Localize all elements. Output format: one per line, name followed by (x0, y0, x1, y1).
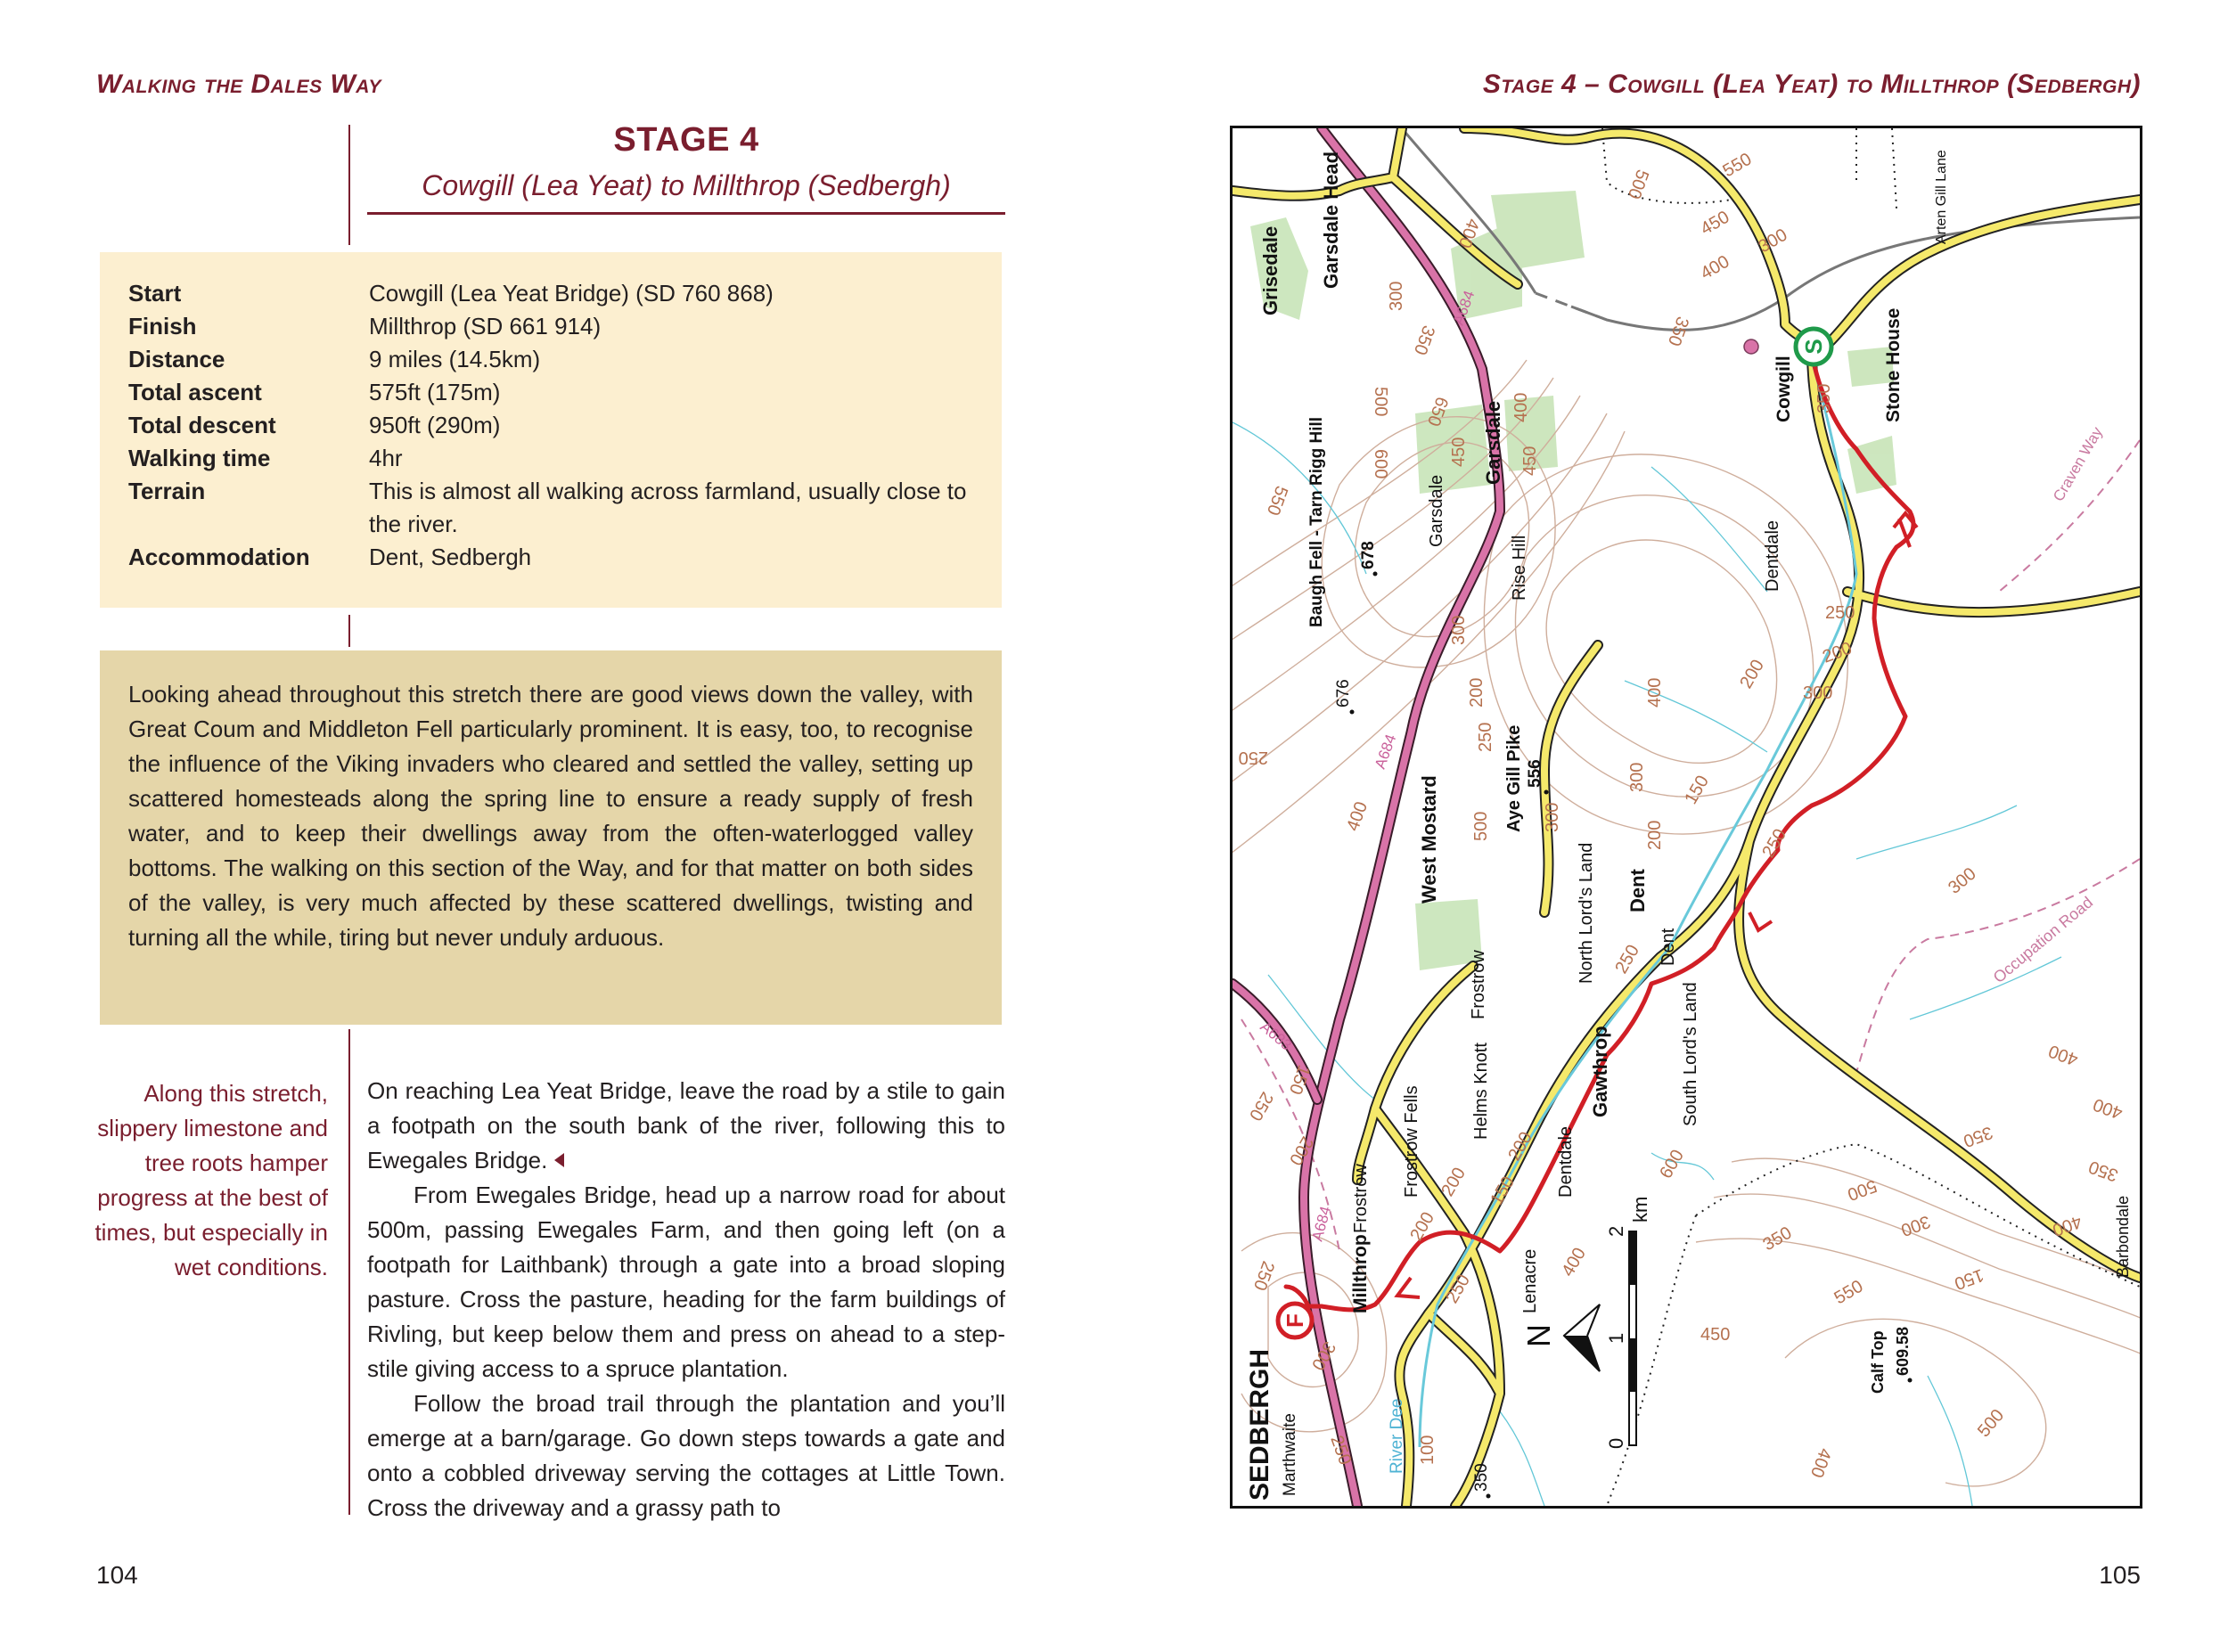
route-map-svg (1233, 128, 2140, 1506)
contour-label: 250 (1244, 1088, 1277, 1125)
contour-label: 300 (1803, 683, 1833, 703)
contour-label: 200 (1284, 1133, 1317, 1169)
spot-height-dot (1908, 1378, 1913, 1383)
contour-label: 350 (1663, 314, 1692, 349)
info-row-terrain (128, 475, 984, 541)
label-dent-village: Dent (1659, 928, 1678, 966)
label-a683: A683 (1257, 1018, 1296, 1054)
contour-label: 250 (1442, 1271, 1475, 1307)
info-value: Dent, Sedbergh (369, 544, 532, 570)
contour-label: 350 (1814, 383, 1834, 413)
info-row-walking-time (128, 442, 984, 475)
body-paragraph: Follow the broad trail through the plantation and you’ll emerge at a barn/garage. Go down steps towards a gate and onto a cobbled driveway serving the cottages at Little Town. Cross the driveway and a grassy path to (367, 1390, 1005, 1521)
title-underline (367, 212, 1005, 215)
label-craven-way: Craven Way (2050, 424, 2106, 504)
contour-label: 400 (1454, 216, 1483, 251)
label-occupation-road: Occupation Road (1989, 893, 2097, 987)
intro-paragraph: Looking ahead throughout this stretch there are good views down the valley, with Great Coum and Middleton Fell particularly prominent. It is easy, too, to recognise the influence of the Viking invaders who cleared and settled the valley, setting up scattered homesteads along the spring line to ensure a ready supply of fresh water, and to keep their dwellings away from the often-waterlogged valley bottoms. The walking on this section of the Way, and for that matter on both sides of the valley, is very much affected by these scattered dwellings, twisting and turning all the while, tiring but never unduly arduous. (128, 681, 973, 951)
vertical-rule-bottom (348, 1029, 350, 1515)
spot-height-556: 556 (1526, 759, 1544, 788)
contour-label: 250 (1249, 1258, 1278, 1294)
contour-label: 300 (1755, 225, 1791, 258)
info-label: Total descent (128, 412, 276, 438)
label-grisedale: Grisedale (1259, 225, 1282, 315)
info-label: Walking time (128, 445, 271, 471)
info-value: Cowgill (Lea Yeat Bridge) (SD 760 868) (369, 280, 774, 307)
stage-info-table (128, 277, 984, 574)
running-head-right: Stage 4 – Cowgill (Lea Yeat) to Millthrop (Sedbergh) (1482, 70, 2141, 99)
contour-label: 200 (1467, 677, 1487, 707)
contour-label: 500 (1471, 811, 1491, 841)
route-description (367, 1074, 1005, 1525)
label-arten-gill-lane: Arten Gill Lane (1934, 150, 1949, 244)
contour-label: 250 (1238, 748, 1268, 767)
contour-label: 300 (1945, 863, 1980, 898)
label-west-mostard: West Mostard (1418, 775, 1440, 904)
label-dentdale-east: Dentdale (1763, 519, 1782, 592)
stream (1233, 422, 1366, 574)
contour-label: 200 (1406, 1208, 1439, 1245)
start-marker (1796, 329, 1831, 364)
spot-height-dot (1544, 790, 1549, 795)
label-dent: Dent (1626, 869, 1649, 912)
north-arrow (1520, 1304, 1600, 1371)
contour-label: 200 (1645, 820, 1665, 850)
spot-height-678: 678 (1359, 541, 1378, 569)
body-paragraph: From Ewegales Bridge, head up a narrow road for about 500m, passing Ewegales Farm, and then going left (on a footpath for Laithbank) through a gate into a broad sloping pasture. Cross the pasture, heading for the farm buildings of Rivling, but keep below them and press on ahead to a step-stile giving access to a spruce plantation. (367, 1182, 1005, 1382)
intro-box (100, 650, 1002, 1025)
info-value: 4hr (369, 445, 403, 471)
vertical-rule-middle (348, 615, 350, 647)
info-label: Total ascent (128, 379, 262, 405)
scale-unit: km (1629, 1196, 1651, 1223)
scale-bar-segment (1629, 1338, 1636, 1392)
body-paragraph (367, 1074, 1005, 1178)
scale-tick-0: 0 (1605, 1437, 1627, 1449)
place-labels (1245, 150, 2132, 1501)
scale-tick-2: 2 (1605, 1225, 1627, 1237)
station-icon (1744, 339, 1758, 354)
contour-label: 200 (1820, 638, 1855, 667)
route-direction-arrow-icon (1397, 1278, 1420, 1297)
page-number-left: 104 (96, 1561, 138, 1589)
label-north-lords-land: North Lord's Land (1577, 842, 1596, 984)
contour-label: 250 (1611, 941, 1644, 977)
contour-label: 400 (1697, 251, 1733, 284)
contour-label: 350 (1759, 1223, 1796, 1255)
label-garsdale-village: Garsdale (1427, 474, 1446, 547)
label-lenacre: Lenacre (1520, 1248, 1540, 1313)
label-cowgill: Cowgill (1773, 356, 1794, 422)
contour-label: 250 (1825, 603, 1855, 623)
contour-label: 150 (1487, 1173, 1519, 1209)
spot-height-609-58: 609.58 (1894, 1326, 1912, 1376)
contour-label: 200 (1438, 1164, 1470, 1200)
contour-line (1546, 540, 1776, 763)
contour-label: 300 (1627, 762, 1647, 792)
label-a684-north: A684 (1449, 288, 1479, 328)
spot-height-dot (1487, 1494, 1491, 1499)
contour-label: 300 (1306, 1337, 1339, 1374)
stream (1856, 806, 2017, 859)
label-garsdale-head: Garsdale Head (1320, 151, 1342, 289)
info-row-start (128, 277, 984, 310)
contour-label: 350 (1409, 323, 1438, 358)
label-a684-south: A684 (1308, 1204, 1335, 1244)
finish-marker (1278, 1304, 1312, 1337)
spot-height-676: 676 (1334, 679, 1353, 707)
label-helms-knott: Helms Knott (1471, 1043, 1491, 1140)
label-barbondale: Barbondale (2114, 1195, 2132, 1278)
contour-label: 150 (1951, 1264, 1986, 1294)
contour-label: 300 (1449, 615, 1469, 645)
contour-label: 450 (1697, 207, 1733, 240)
label-rise-hill: Rise Hill (1510, 535, 1529, 601)
contour-label: 250 (1326, 1433, 1356, 1468)
vertical-rule-top (348, 125, 350, 245)
label-baugh-fell: Baugh Fell - Tarn Rigg Hill (1307, 416, 1326, 627)
contour-labels (1239, 150, 2126, 1481)
info-label: Distance (128, 346, 225, 372)
contour-label: 250 (1476, 722, 1495, 752)
map-reference-arrow-icon (554, 1153, 564, 1167)
contour-label: 400 (2049, 1211, 2085, 1240)
label-calf-top: Calf Top (1869, 1330, 1887, 1394)
label-gawthrop: Gawthrop (1589, 1026, 1611, 1117)
contour-label: 550 (1831, 1276, 1867, 1309)
label-south-lords-land: South Lord's Land (1681, 982, 1700, 1126)
contour-label: 150 (1284, 1062, 1314, 1098)
label-frostrow-mid: Frostrow (1469, 950, 1488, 1019)
info-row-distance (128, 343, 984, 376)
label-frostrow-fells: Frostrow Fells (1402, 1085, 1421, 1198)
stream (1910, 957, 2061, 1019)
label-aye-gill-pike: Aye Gill Pike (1504, 724, 1524, 832)
contour-label: 500 (1844, 1175, 1880, 1205)
stage-info-box (100, 252, 1002, 608)
spot-height-dot (1373, 572, 1378, 577)
info-value: 575ft (175m) (369, 379, 501, 405)
contour-label: 550 (1262, 483, 1291, 519)
contour-label: 650 (1422, 394, 1452, 429)
label-marthwaite: Marthwaite (1281, 1413, 1299, 1496)
footpath (1856, 128, 1896, 209)
contour-label: 400 (1343, 798, 1372, 834)
label-a684-middle: A684 (1371, 732, 1400, 772)
scale-bar-segment (1629, 1231, 1636, 1285)
contour-label: 550 (1719, 149, 1756, 182)
contour-label: 400 (1511, 392, 1531, 422)
north-arrow-outline (1564, 1304, 1600, 1336)
contour-label: 350 (1960, 1122, 1995, 1151)
contour-label: 500 (1973, 1405, 2009, 1442)
contour-label: 450 (1700, 1325, 1731, 1345)
contour-label: 600 (1371, 449, 1390, 479)
label-millthrop: Millthrop (1350, 1234, 1371, 1313)
contour-label: 300 (1543, 802, 1562, 832)
contour-label: 350 (2085, 1156, 2121, 1185)
info-label: Finish (128, 313, 197, 339)
contour-label: 600 (1656, 1146, 1689, 1182)
contour-label: 200 (1736, 656, 1769, 692)
north-arrow-label: N (1520, 1324, 1557, 1347)
start-marker-label: S (1800, 339, 1827, 355)
scale-tick-1: 1 (1605, 1332, 1627, 1344)
route-direction-arrow-icon (1749, 912, 1772, 930)
info-value: Millthrop (SD 661 914) (369, 313, 602, 339)
info-row-total-descent (128, 409, 984, 442)
contour-label: 100 (1418, 1435, 1438, 1465)
stream (1651, 467, 1767, 592)
contour-label: 300 (1387, 281, 1406, 311)
contour-label: 400 (2090, 1093, 2126, 1123)
label-river-dee: River Dee (1388, 1398, 1406, 1474)
contour-label: 400 (1558, 1244, 1591, 1280)
contour-label: 250 (1758, 825, 1791, 862)
contour-label: 400 (1806, 1445, 1835, 1481)
running-head-left: Walking the Dales Way (96, 70, 381, 99)
stage-title: STAGE 4 (613, 121, 759, 159)
contour-label: 500 (1623, 167, 1652, 202)
label-sedbergh: SEDBERGH (1245, 1348, 1274, 1501)
spot-height-dot (1350, 710, 1355, 715)
info-value: 950ft (290m) (369, 412, 501, 438)
contour-label: 400 (2045, 1040, 2081, 1069)
contour-label: 400 (1645, 677, 1665, 707)
finish-marker-label: F (1282, 1313, 1308, 1328)
info-label: Start (128, 280, 182, 307)
stage-subtitle: Cowgill (Lea Yeat) to Millthrop (Sedbergh) (422, 169, 951, 201)
margin-note: Along this stretch, slippery limestone and tree roots hamper progress at the best of times, but especially in wet conditions. (94, 1080, 328, 1280)
contour-label: 500 (1371, 387, 1390, 417)
info-value: 9 miles (14.5km) (369, 346, 541, 372)
label-dentdale-south: Dentdale (1556, 1125, 1576, 1198)
label-garsdale: Garsdale (1482, 400, 1504, 485)
label-frostrow-west: Frostrow (1351, 1164, 1371, 1233)
footpath (1607, 1215, 1696, 1506)
route-map (1230, 126, 2142, 1509)
contour-label: 300 (1897, 1211, 1933, 1240)
info-row-accommodation (128, 541, 984, 574)
walking-route (1286, 362, 1913, 1310)
contour-label: 450 (1520, 446, 1540, 476)
woodland-area (1491, 191, 1585, 271)
spot-height-350: 350 (1472, 1463, 1491, 1492)
info-row-total-ascent (128, 376, 984, 409)
a684-road (1304, 128, 1500, 1506)
contour-label: 200 (1504, 1128, 1537, 1165)
contour-label: 150 (1681, 772, 1714, 808)
contour-label: 450 (1449, 437, 1469, 467)
label-stone-house: Stone House (1883, 307, 1904, 422)
info-label: Terrain (128, 478, 206, 504)
info-label: Accommodation (128, 544, 310, 570)
info-row-finish (128, 310, 984, 343)
body-paragraph-text: On reaching Lea Yeat Bridge, leave the road by a stile to gain a footpath on the south bank of the river, following this to Ewegales Bridge. (367, 1077, 1005, 1174)
page-number-right: 105 (2099, 1561, 2141, 1589)
stream (1500, 1411, 1544, 1506)
scale-bar (1605, 1197, 1651, 1449)
info-value: This is almost all walking across farmland, usually close to the river. (369, 478, 967, 537)
